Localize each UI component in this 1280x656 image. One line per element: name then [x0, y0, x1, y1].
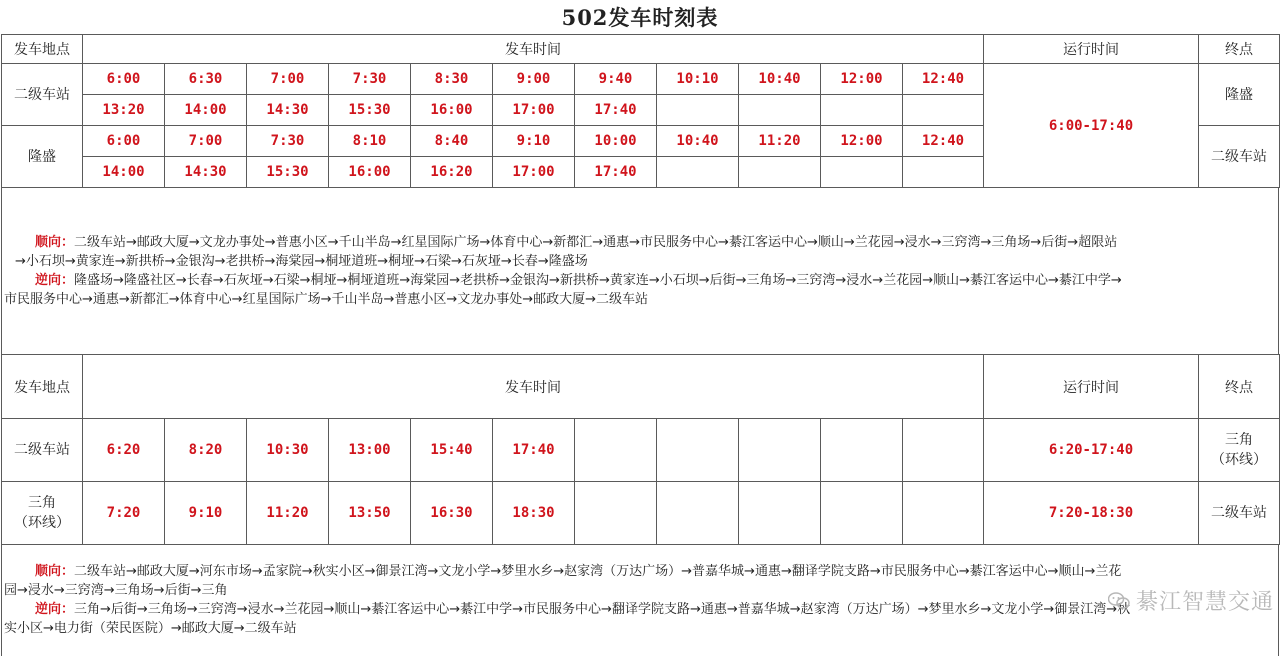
time-cell: 9:00 [493, 64, 575, 95]
reverse-route-cont: 市民服务中心→通惠→新都汇→体育中心→红星国际广场→千山半岛→普惠小区→文龙办事处→邮政大厦→二级车站 [4, 292, 649, 307]
time-cell [821, 482, 903, 545]
time-cell [739, 419, 821, 482]
header-time: 发车时间 [83, 35, 984, 64]
time-cell: 6:00 [83, 126, 165, 157]
time-cell: 16:20 [411, 157, 493, 188]
time-cell: 14:00 [83, 157, 165, 188]
time-cell: 7:00 [165, 126, 247, 157]
route-description-1 [1, 188, 1279, 354]
time-cell [903, 95, 984, 126]
time-cell [821, 95, 903, 126]
header-end: 终点 [1199, 355, 1280, 419]
time-cell [821, 419, 903, 482]
time-cell: 17:00 [493, 95, 575, 126]
time-cell [821, 157, 903, 188]
station-cell: 二级车站 [2, 64, 83, 126]
time-cell: 15:30 [247, 157, 329, 188]
time-cell [903, 419, 984, 482]
station-name: 三角 [28, 495, 56, 511]
time-cell: 16:00 [411, 95, 493, 126]
time-cell: 7:20 [83, 482, 165, 545]
schedule-table-1 [1, 34, 1280, 188]
terminal-name: 三角 [1225, 432, 1253, 448]
station-note: （环线） [14, 515, 70, 531]
time-cell: 7:00 [247, 64, 329, 95]
time-cell [739, 95, 821, 126]
time-cell: 17:00 [493, 157, 575, 188]
time-cell: 15:30 [329, 95, 411, 126]
reverse-route-cont: 实小区→电力街（荣民医院）→邮政大厦→二级车站 [4, 621, 297, 636]
time-cell [575, 419, 657, 482]
header-place: 发车地点 [2, 35, 83, 64]
station-cell: 隆盛 [2, 126, 83, 188]
time-cell: 10:30 [247, 419, 329, 482]
time-cell [657, 95, 739, 126]
reverse-route [2, 600, 1278, 619]
time-cell: 9:40 [575, 64, 657, 95]
header-run: 运行时间 [984, 355, 1199, 419]
time-cell: 9:10 [165, 482, 247, 545]
time-cell: 13:00 [329, 419, 411, 482]
time-cell: 15:40 [411, 419, 493, 482]
time-cell: 18:30 [493, 482, 575, 545]
terminal-cell: 二级车站 [1199, 126, 1280, 188]
time-cell [739, 482, 821, 545]
station-cell [2, 482, 83, 545]
time-cell: 8:40 [411, 126, 493, 157]
forward-route-cont: →小石坝→黄家连→新拱桥→金银沟→老拱桥→海棠园→桐垭道班→桐垭→石梁→石灰垭→长春→隆盛场 [15, 254, 588, 269]
time-cell: 12:00 [821, 64, 903, 95]
time-cell [657, 482, 739, 545]
time-cell: 8:10 [329, 126, 411, 157]
reverse-label: 逆向： [35, 273, 75, 288]
forward-route-cont: 园→浸水→三窍湾→三角场→后街→三角 [4, 583, 228, 598]
time-cell: 7:30 [329, 64, 411, 95]
schedule-table-2 [1, 354, 1280, 545]
forward-route [2, 233, 1278, 252]
terminal-note: （环线） [1211, 452, 1267, 468]
time-cell [575, 482, 657, 545]
time-cell [657, 157, 739, 188]
time-cell: 12:00 [821, 126, 903, 157]
reverse-label: 逆向： [35, 602, 75, 617]
time-cell: 17:40 [575, 95, 657, 126]
time-cell: 8:20 [165, 419, 247, 482]
time-cell: 6:30 [165, 64, 247, 95]
time-cell: 7:30 [247, 126, 329, 157]
time-cell [903, 157, 984, 188]
time-cell [739, 157, 821, 188]
watermark [1108, 585, 1274, 616]
page-title: 502发车时刻表 [561, 5, 719, 30]
time-cell: 6:00 [83, 64, 165, 95]
time-cell [903, 482, 984, 545]
terminal-cell [1199, 419, 1280, 482]
time-cell: 11:20 [247, 482, 329, 545]
header-time: 发车时间 [83, 355, 984, 419]
time-cell: 9:10 [493, 126, 575, 157]
time-cell: 13:50 [329, 482, 411, 545]
route-description-2 [1, 545, 1279, 656]
forward-label: 顺向： [35, 564, 75, 579]
time-cell: 6:20 [83, 419, 165, 482]
run-time-cell: 6:20-17:40 [984, 419, 1199, 482]
time-cell: 14:30 [247, 95, 329, 126]
terminal-cell: 二级车站 [1199, 482, 1280, 545]
time-cell: 10:10 [657, 64, 739, 95]
watermark-text: 綦江智慧交通 [1135, 590, 1274, 615]
forward-route-text: 二级车站→邮政大厦→文龙办事处→普惠小区→千山半岛→红星国际广场→体育中心→新都汇→通惠→市民服务中心→綦江客运中心→顺山→兰花园→浸水→三窍湾→三角场→后街→超限站 [74, 235, 1118, 250]
time-cell: 14:00 [165, 95, 247, 126]
forward-route-text: 二级车站→邮政大厦→河东市场→孟家院→秋实小区→御景江湾→文龙小学→梦里水乡→赵家湾（万达广场）→普嘉华城→通惠→翻译学院支路→市民服务中心→綦江客运中心→顺山→兰花 [74, 564, 1122, 579]
wechat-icon [1108, 592, 1130, 610]
forward-route [2, 562, 1278, 581]
time-cell: 13:20 [83, 95, 165, 126]
station-cell: 二级车站 [2, 419, 83, 482]
run-time-cell: 6:00-17:40 [984, 64, 1199, 188]
reverse-route-text: 三角→后街→三角场→三窍湾→浸水→兰花园→顺山→綦江客运中心→綦江中学→市民服务中心→翻译学院支路→通惠→普嘉华城→赵家湾（万达广场）→梦里水乡→文龙小学→御景江湾→秋 [74, 602, 1131, 617]
time-cell: 17:40 [575, 157, 657, 188]
reverse-route-text: 隆盛场→隆盛社区→长春→石灰垭→石梁→桐垭→桐垭道班→海棠园→老拱桥→金银沟→新拱桥→黄家连→小石坝→后街→三角场→三窍湾→浸水→兰花园→顺山→綦江客运中心→綦江中学→ [74, 273, 1122, 288]
time-cell: 8:30 [411, 64, 493, 95]
time-cell: 12:40 [903, 126, 984, 157]
time-cell: 10:40 [739, 64, 821, 95]
time-cell: 17:40 [493, 419, 575, 482]
time-cell: 10:40 [657, 126, 739, 157]
header-place: 发车地点 [2, 355, 83, 419]
run-time-cell: 7:20-18:30 [984, 482, 1199, 545]
time-cell: 11:20 [739, 126, 821, 157]
header-run: 运行时间 [984, 35, 1199, 64]
terminal-cell: 隆盛 [1199, 64, 1280, 126]
forward-label: 顺向： [35, 235, 75, 250]
time-cell: 14:30 [165, 157, 247, 188]
time-cell: 12:40 [903, 64, 984, 95]
time-cell: 10:00 [575, 126, 657, 157]
time-cell: 16:30 [411, 482, 493, 545]
reverse-route [2, 271, 1278, 290]
header-end: 终点 [1199, 35, 1280, 64]
time-cell [657, 419, 739, 482]
time-cell: 16:00 [329, 157, 411, 188]
